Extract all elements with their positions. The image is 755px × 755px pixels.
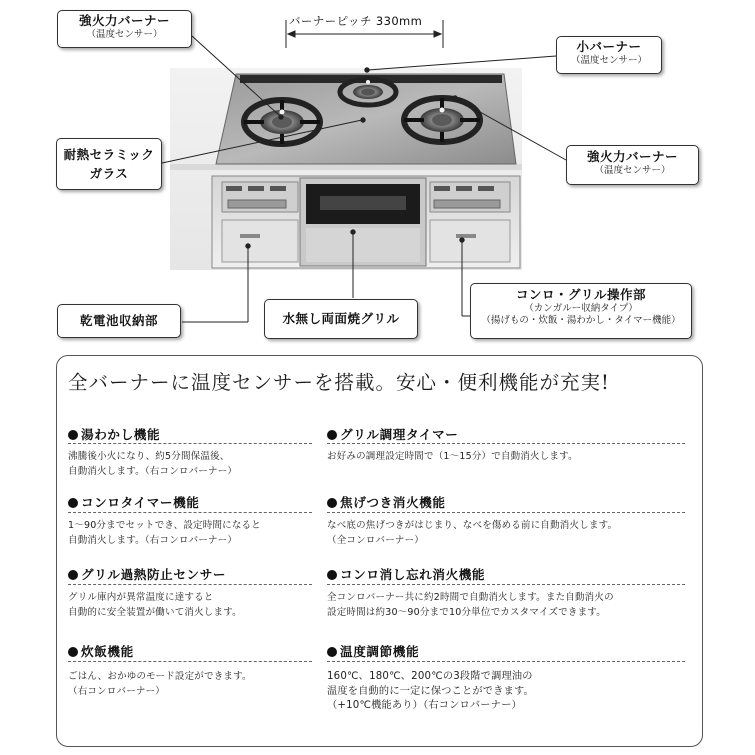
- panel-headline: 全バーナーに温度センサーを搭載。安心・便利機能が充実!: [68, 371, 610, 394]
- feature-desc: 沸騰後小火になり、約5分間保温後、 自動消火します。（右コンロバーナー）: [68, 451, 238, 477]
- bullet-icon: [327, 570, 337, 580]
- callout-small-burner: [556, 36, 662, 74]
- callout-title: 強火力バーナー: [78, 13, 170, 28]
- callout-control-panel: [470, 283, 692, 339]
- divider: [327, 584, 685, 585]
- callout-ceramic-glass: [56, 138, 162, 190]
- feature-title: グリル調理タイマー: [327, 424, 459, 443]
- feature-desc: なべ底の焦げつきがはじまり、なべを傷める前に自動消火します。 （全コンロバーナー）: [327, 520, 618, 546]
- callout-sub: （温度センサー）: [594, 165, 671, 176]
- feature-desc: 160℃、180℃、200℃の3段階で調理油の 温度を自動的に一定に保つことができます。 （+10℃機能あり）（右コンロバーナー）: [327, 671, 534, 711]
- divider: [68, 661, 312, 662]
- callout-strong-burner-right: [566, 145, 699, 185]
- callout-title: コンロ・グリル操作部: [515, 287, 646, 302]
- burner-pitch-label: バーナーピッチ 330mm: [289, 14, 423, 28]
- divider: [327, 443, 685, 444]
- callout-title: 水無し両面焼グリル: [282, 311, 400, 326]
- callout-line1: 耐熱セラミック: [63, 147, 155, 162]
- callout-strong-burner-left: [57, 10, 192, 48]
- bullet-icon: [327, 647, 337, 657]
- callout-sub2: （揚げもの・炊飯・湯わかし・タイマー機能）: [481, 315, 681, 326]
- callout-waterless-grill: [264, 299, 418, 339]
- callout-line2: ガラス: [89, 166, 129, 181]
- bullet-icon: [327, 498, 337, 508]
- bullet-icon: [68, 498, 78, 508]
- bullet-icon: [327, 430, 337, 440]
- feature-title: グリル過熱防止センサー: [68, 564, 226, 583]
- feature-desc: グリル庫内が異常温度に達すると 自動的に安全装置が働いて消火します。: [68, 592, 242, 618]
- feature-title: 湯わかし機能: [68, 424, 160, 443]
- feature-title: コンロタイマー機能: [68, 492, 200, 511]
- divider: [327, 661, 685, 662]
- callout-title: 強火力バーナー: [586, 149, 678, 164]
- feature-desc: 全コンロバーナー共に約2時間で自動消火します。また自動消火の 設定時間は約30〜90分まで10分単位でカスタマイズできます。: [327, 592, 614, 618]
- feature-desc: お好みの調理設定時間で（1〜15分）で自動消火します。: [327, 451, 578, 462]
- callout-title: 乾電池収納部: [79, 313, 158, 328]
- feature-desc: ごはん、おかゆのモード設定ができます。 （右コンロバーナー）: [68, 671, 252, 697]
- callout-sub: （温度センサー）: [86, 29, 163, 40]
- feature-title: 焦げつき消火機能: [327, 492, 446, 511]
- feature-title: 温度調節機能: [327, 641, 419, 660]
- divider: [68, 512, 312, 513]
- feature-desc: 1〜90分までセットでき、設定時間になると 自動消火します。（右コンロバーナー）: [68, 520, 261, 546]
- feature-title: コンロ消し忘れ消火機能: [327, 564, 485, 583]
- divider: [68, 584, 312, 585]
- bullet-icon: [68, 647, 78, 657]
- divider: [68, 443, 312, 444]
- callout-sub: （温度センサー）: [570, 55, 647, 66]
- callout-battery-storage: [57, 304, 181, 338]
- feature-title: 炊飯機能: [68, 641, 134, 660]
- bullet-icon: [68, 570, 78, 580]
- bullet-icon: [68, 430, 78, 440]
- divider: [327, 512, 685, 513]
- callout-title: 小バーナー: [576, 39, 642, 54]
- callout-sub1: （カンガルー収納タイプ）: [524, 303, 638, 314]
